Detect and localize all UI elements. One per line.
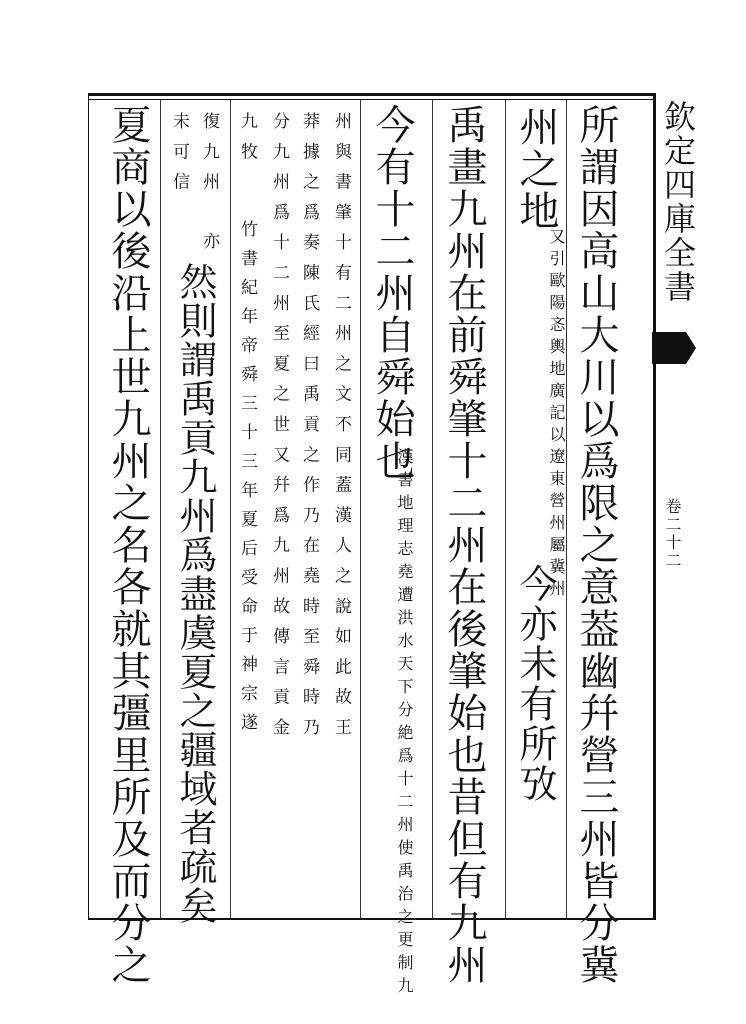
- column-rule: [566, 100, 567, 918]
- text-column-11: 夏商以後沿上世九州之名各就其彊里所及而分之: [105, 104, 151, 986]
- frame-top-inner-border: [88, 99, 656, 100]
- annotation-column-8b: 竹書紀年帝舜三十三年夏后受命于神宗遂: [237, 220, 257, 742]
- annotation-column-10: 未可信: [169, 112, 189, 203]
- annotation-column-9: 復九州: [199, 112, 219, 203]
- text-column-1: 所謂因高山大川以爲限之意葢幽幷營三州皆分冀: [573, 104, 619, 986]
- column-rule: [432, 100, 433, 918]
- annotation-column-2: 又引歐陽忞輿地廣記以遼東營州屬冀州: [547, 228, 566, 602]
- volume-label: 卷二十二: [663, 498, 682, 570]
- text-column-2b: 今亦未有所攷: [513, 564, 557, 804]
- annotation-column-4: 漢書地理志堯遭洪水天下分絶爲十二州使禹治之更制九: [395, 448, 414, 1000]
- frame-top-border: [88, 93, 656, 96]
- fishtail-mark: [652, 332, 686, 364]
- column-rule: [160, 100, 161, 918]
- annotation-column-5: 州與書肇十有二州之文不同蓋漢人之說如此故王: [331, 112, 351, 749]
- book-title: 欽定四庫全書: [659, 100, 697, 304]
- column-rule: [360, 100, 361, 918]
- column-rule: [505, 100, 506, 918]
- annotation-column-8: 九牧: [237, 112, 257, 173]
- annotation-column-6: 莽據之爲奏陳氏經曰禹貢之作乃在堯時至舜時乃: [299, 112, 319, 749]
- text-column-9: 然則謂禹貢九州爲盡虞夏之疆域者疏矣: [173, 262, 217, 925]
- annotation-column-9b: 亦: [199, 232, 219, 263]
- annotation-column-7: 分九州爲十二州至夏之世又幷爲九州故傳言貢金: [269, 112, 289, 749]
- column-rule: [230, 100, 231, 918]
- text-column-2: 州之地: [513, 106, 559, 232]
- text-column-4: 今有十二州自舜始也: [369, 104, 415, 482]
- frame-left-border: [88, 93, 89, 920]
- text-column-3: 禹畫九州在前舜肇十二州在後肇始也昔但有九州: [441, 104, 487, 986]
